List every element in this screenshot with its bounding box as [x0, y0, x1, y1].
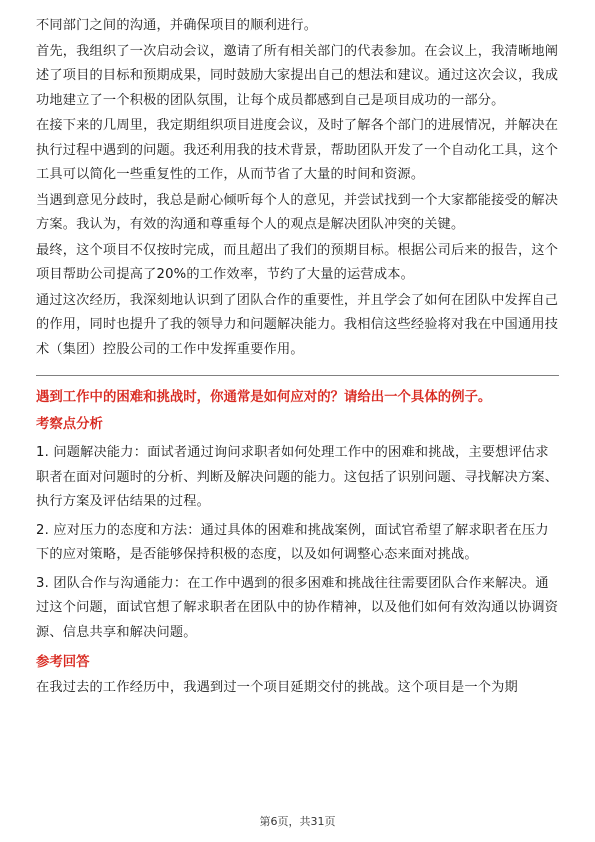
page-number: 第6页，共31页: [259, 815, 336, 828]
analysis-item: 1. 问题解决能力：面试者通过询问求职者如何处理工作中的困难和挑战，主要想评估求职者在面对问题时的分析、判断及解决问题的能力。这包括了识别问题、寻找解决方案、执行方案及评估结果的过程。: [36, 445, 559, 509]
interview-question: 遇到工作中的困难和挑战时，你通常是如何应对的？请给出一个具体的例子。: [36, 390, 492, 405]
body-paragraph: 当遇到意见分歧时，我总是耐心倾听每个人的意见，并尝试找到一个大家都能接受的解决方案。我认为，有效的沟通和尊重每个人的观点是解决团队冲突的关键。: [36, 192, 559, 232]
analysis-item: 3. 团队合作与沟通能力：在工作中遇到的很多困难和挑战往往需要团队合作来解决。通过这个问题，面试官想了解求职者在团队中的协作精神，以及他们如何有效沟通以协调资源、信息共享和解决问题。: [36, 575, 559, 640]
body-paragraph: 不同部门之间的沟通，并确保项目的顺利进行。: [36, 18, 318, 33]
body-paragraph: 通过这次经历，我深刻地认识到了团队合作的重要性，并且学会了如何在团队中发挥自己的作用，同时也提升了我的领导力和问题解决能力。我相信这些经验将对我在中国通用技术（集团）控股公司的工作中发挥重要作用。: [36, 292, 559, 357]
answer-paragraph: 在我过去的工作经历中，我遇到过一个项目延期交付的挑战。这个项目是一个为期: [36, 679, 518, 695]
body-paragraph: 首先，我组织了一次启动会议，邀请了所有相关部门的代表参加。在会议上，我清晰地阐述了项目的目标和预期成果，同时鼓励大家提出自己的想法和建议。通过这次会议，我成功地建立了一个积极的团队氛围，让每个成员都感到自己是项目成功的一部分。: [36, 43, 559, 108]
body-paragraph: 最终，这个项目不仅按时完成，而且超出了我们的预期目标。根据公司后来的报告，这个项目帮助公司提高了20%的工作效率，节约了大量的运营成本。: [36, 242, 559, 282]
body-paragraph: 在接下来的几周里，我定期组织项目进度会议，及时了解各个部门的进展情况，并解决在执行过程中遇到的问题。我还利用我的技术背景，帮助团队开发了一个自动化工具，这个工具可以简化一些重复性的工作，从而节省了大量的时间和资源。: [36, 118, 559, 182]
analysis-item: 2. 应对压力的态度和方法：通过具体的困难和挑战案例，面试官希望了解求职者在压力下的应对策略，是否能够保持积极的态度，以及如何调整心态来面对挑战。: [36, 522, 549, 562]
analysis-heading: 考察点分析: [36, 416, 103, 432]
section-divider: [36, 375, 559, 376]
document-page: [36, 14, 559, 700]
answer-heading: 参考回答: [36, 655, 90, 670]
